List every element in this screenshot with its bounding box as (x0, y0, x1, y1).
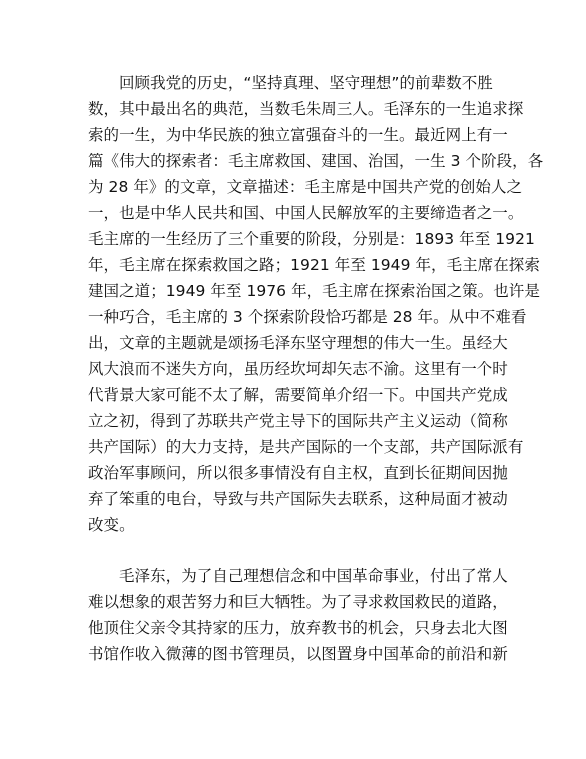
paragraph-1-line-12: 风大浪而不迷失方向，虽历经坎坷却矢志不渝。这里有一个时 (88, 360, 508, 378)
paragraph-1-line-14: 立之初，得到了苏联共产党主导下的国际共产主义运动（简称 (88, 412, 508, 430)
paragraph-1-line-7: 毛主席的一生经历了三个重要的阶段，分别是：1893 年至 1921 (88, 230, 535, 248)
paragraph-1-line-9: 建国之道；1949 年至 1976 年，毛主席在探索治国之策。也许是 (88, 282, 540, 300)
paragraph-1-line-6: 一，也是中华人民共和国、中国人民解放军的主要缔造者之一。 (88, 204, 524, 222)
paragraph-2-line-1: 毛泽东，为了自己理想信念和中国革命事业，付出了常人 (119, 567, 508, 585)
paragraph-1-line-11: 出，文章的主题就是颂扬毛泽东坚守理想的伟大一生。虽经大 (88, 334, 508, 352)
paragraph-1-line-1: 回顾我党的历史，“坚持真理、坚守理想”的前辈数不胜 (119, 74, 493, 92)
paragraph-1-line-13: 代背景大家可能不太了解，需要简单介绍一下。中国共产党成 (88, 386, 508, 404)
paragraph-1-line-15: 共产国际）的大力支持，是共产国际的一个支部，共产国际派有 (88, 438, 524, 456)
paragraph-2-line-4: 书馆作收入微薄的图书管理员，以图置身中国革命的前沿和新 (88, 645, 508, 663)
paragraph-2-line-3: 他顶住父亲令其持家的压力，放弃教书的机会，只身去北大图 (88, 619, 508, 637)
paragraph-2 (88, 563, 508, 667)
paragraph-1-line-2: 数，其中最出名的典范，当数毛朱周三人。毛泽东的一生追求探 (88, 100, 524, 118)
paragraph-1-line-5: 为 28 年》的文章，文章描述：毛主席是中国共产党的创始人之 (88, 178, 523, 196)
paragraph-1-line-4: 篇《伟大的探索者：毛主席救国、建国、治国，一生 3 个阶段，各 (88, 152, 544, 170)
paragraph-1-line-16: 政治军事顾问，所以很多事情没有自主权，直到长征期间因抛 (88, 464, 508, 482)
paragraph-1 (88, 70, 544, 538)
paragraph-1-line-17: 弃了笨重的电台，导致与共产国际失去联系，这种局面才被动 (88, 490, 508, 508)
paragraph-1-line-10: 一种巧合，毛主席的 3 个探索阶段恰巧都是 28 年。从中不难看 (88, 308, 527, 326)
paragraph-1-line-3: 索的一生，为中华民族的独立富强奋斗的一生。最近网上有一 (88, 126, 508, 144)
paragraph-1-line-8: 年，毛主席在探索救国之路；1921 年至 1949 年，毛主席在探索 (88, 256, 540, 274)
paragraph-2-line-2: 难以想象的艰苦努力和巨大牺牲。为了寻求救国救民的道路， (88, 593, 508, 611)
paragraph-1-line-18: 改变。 (88, 516, 135, 534)
